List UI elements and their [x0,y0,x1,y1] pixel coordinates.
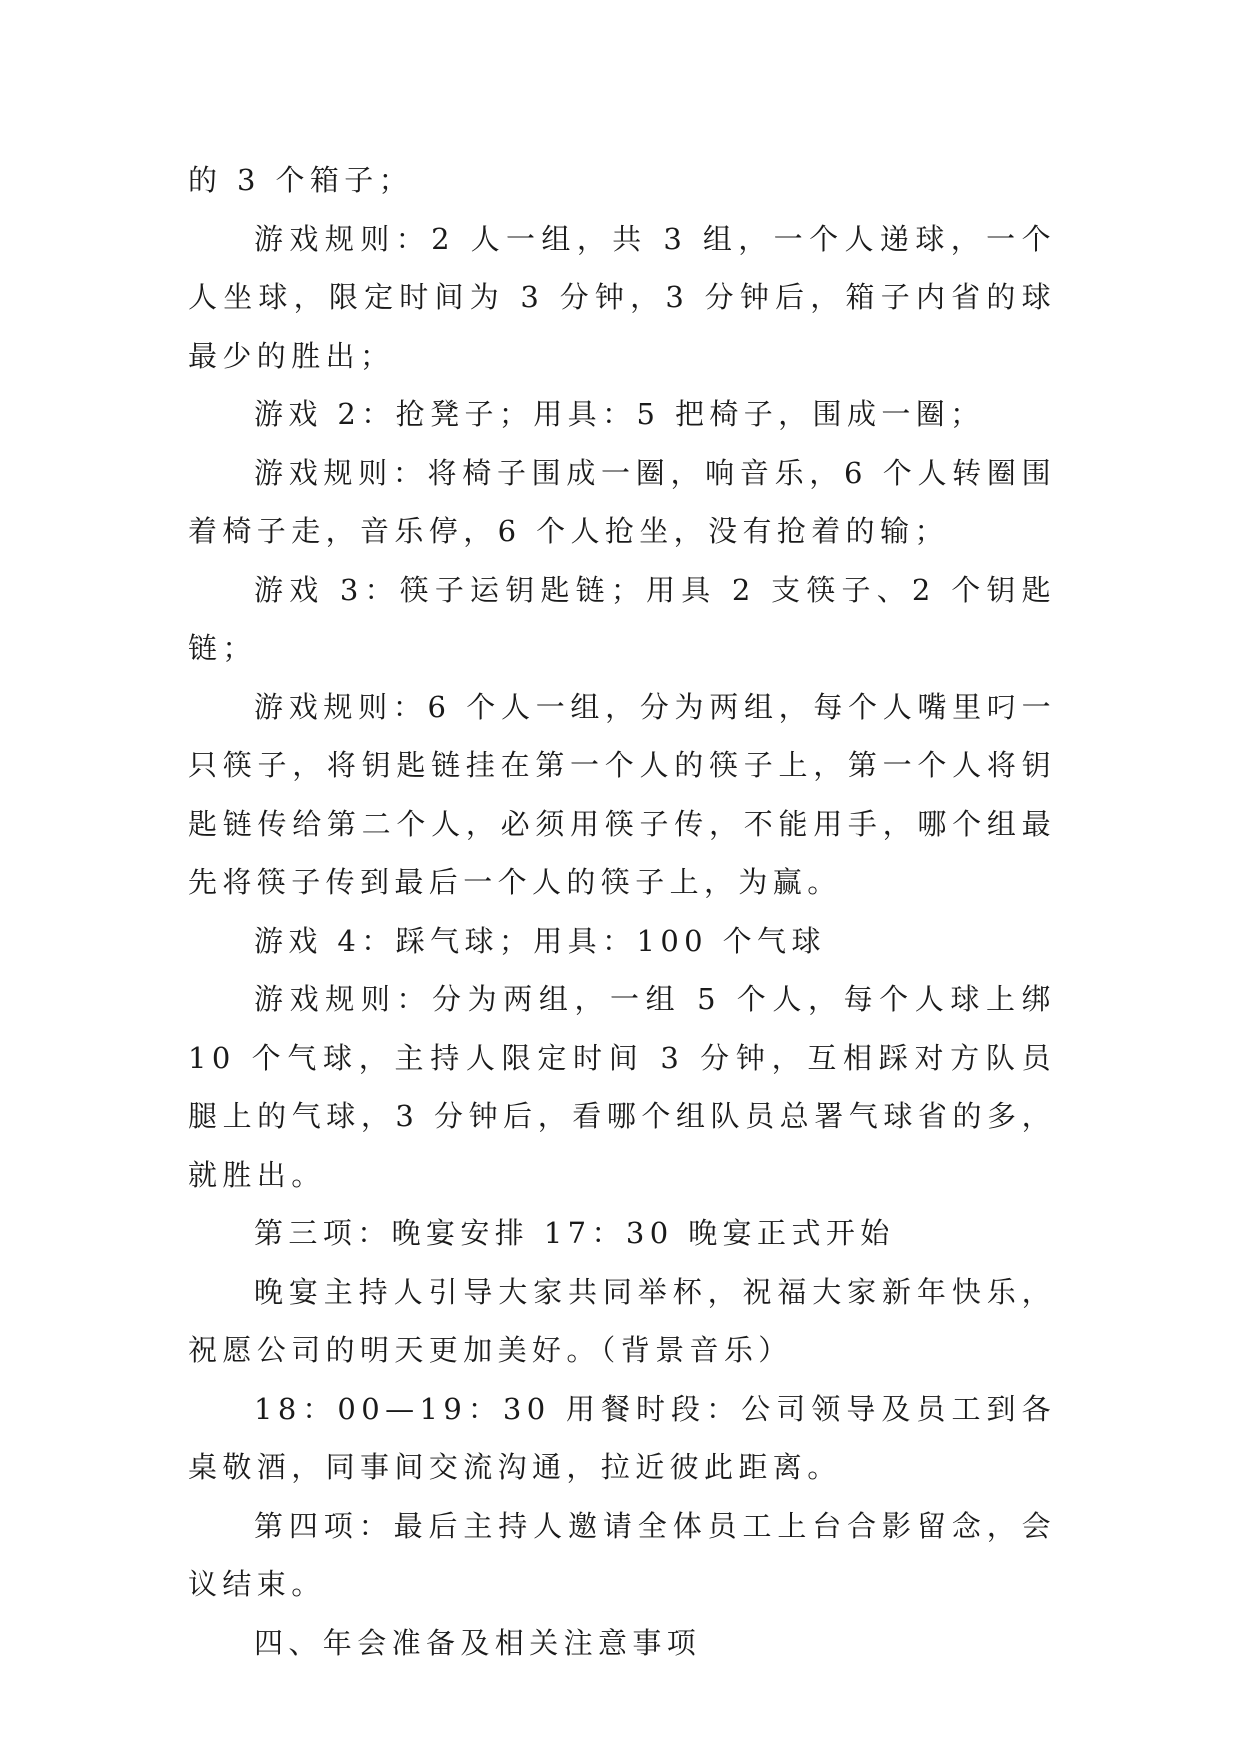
paragraph-banquet-toast: 晚宴主持人引导大家共同举杯，祝福大家新年快乐，祝愿公司的明天更加美好。（背景音乐） [188,1274,1056,1367]
document-page [188,151,1056,1672]
paragraph-game2-title: 游戏 2：抢凳子；用具：5 把椅子，围成一圈； [254,397,985,431]
paragraph-game3-title: 游戏 3：筷子运钥匙链；用具 2 支筷子、2 个钥匙链； [188,572,1056,665]
paragraph-boxes-end: 的 3 个箱子； [188,163,414,197]
paragraph-game4-title: 游戏 4：踩气球；用具：100 个气球 [254,923,826,958]
paragraph-game4-rules: 游戏规则：分为两组，一组 5 个人，每个人球上绑 10 个气球，主持人限定时间 3 分钟，互相踩对方队员腿上的气球，3 分钟后，看哪个组队员总署气球省的多，就胜出。 [188,982,1056,1192]
paragraph-item4-photo: 第四项：最后主持人邀请全体员工上台合影留念，会议结束。 [188,1508,1056,1601]
paragraph-game2-rules: 游戏规则：将椅子围成一圈，响音乐，6 个人转圈围着椅子走，音乐停，6 个人抢坐，没有抢着的输； [188,455,1056,548]
paragraph-dining-period: 18：00—19：30 用餐时段：公司领导及员工到各桌敬酒，同事间交流沟通，拉近彼此距离。 [188,1391,1056,1484]
paragraph-game1-rules: 游戏规则：2 人一组，共 3 组，一个人递球，一个人坐球，限定时间为 3 分钟，3 分钟后，箱子内省的球最少的胜出； [188,221,1056,373]
section-heading-preparation: 四、年会准备及相关注意事项 [254,1625,702,1660]
paragraph-game3-rules: 游戏规则：6 个人一组，分为两组，每个人嘴里叼一只筷子，将钥匙链挂在第一个人的筷子上，第一个人将钥匙链传给第二个人，必须用筷子传，不能用手，哪个组最先将筷子传到最后一个人的筷子上，为赢。 [188,689,1056,899]
paragraph-item3-banquet: 第三项：晚宴安排 17：30 晚宴正式开始 [254,1216,895,1250]
